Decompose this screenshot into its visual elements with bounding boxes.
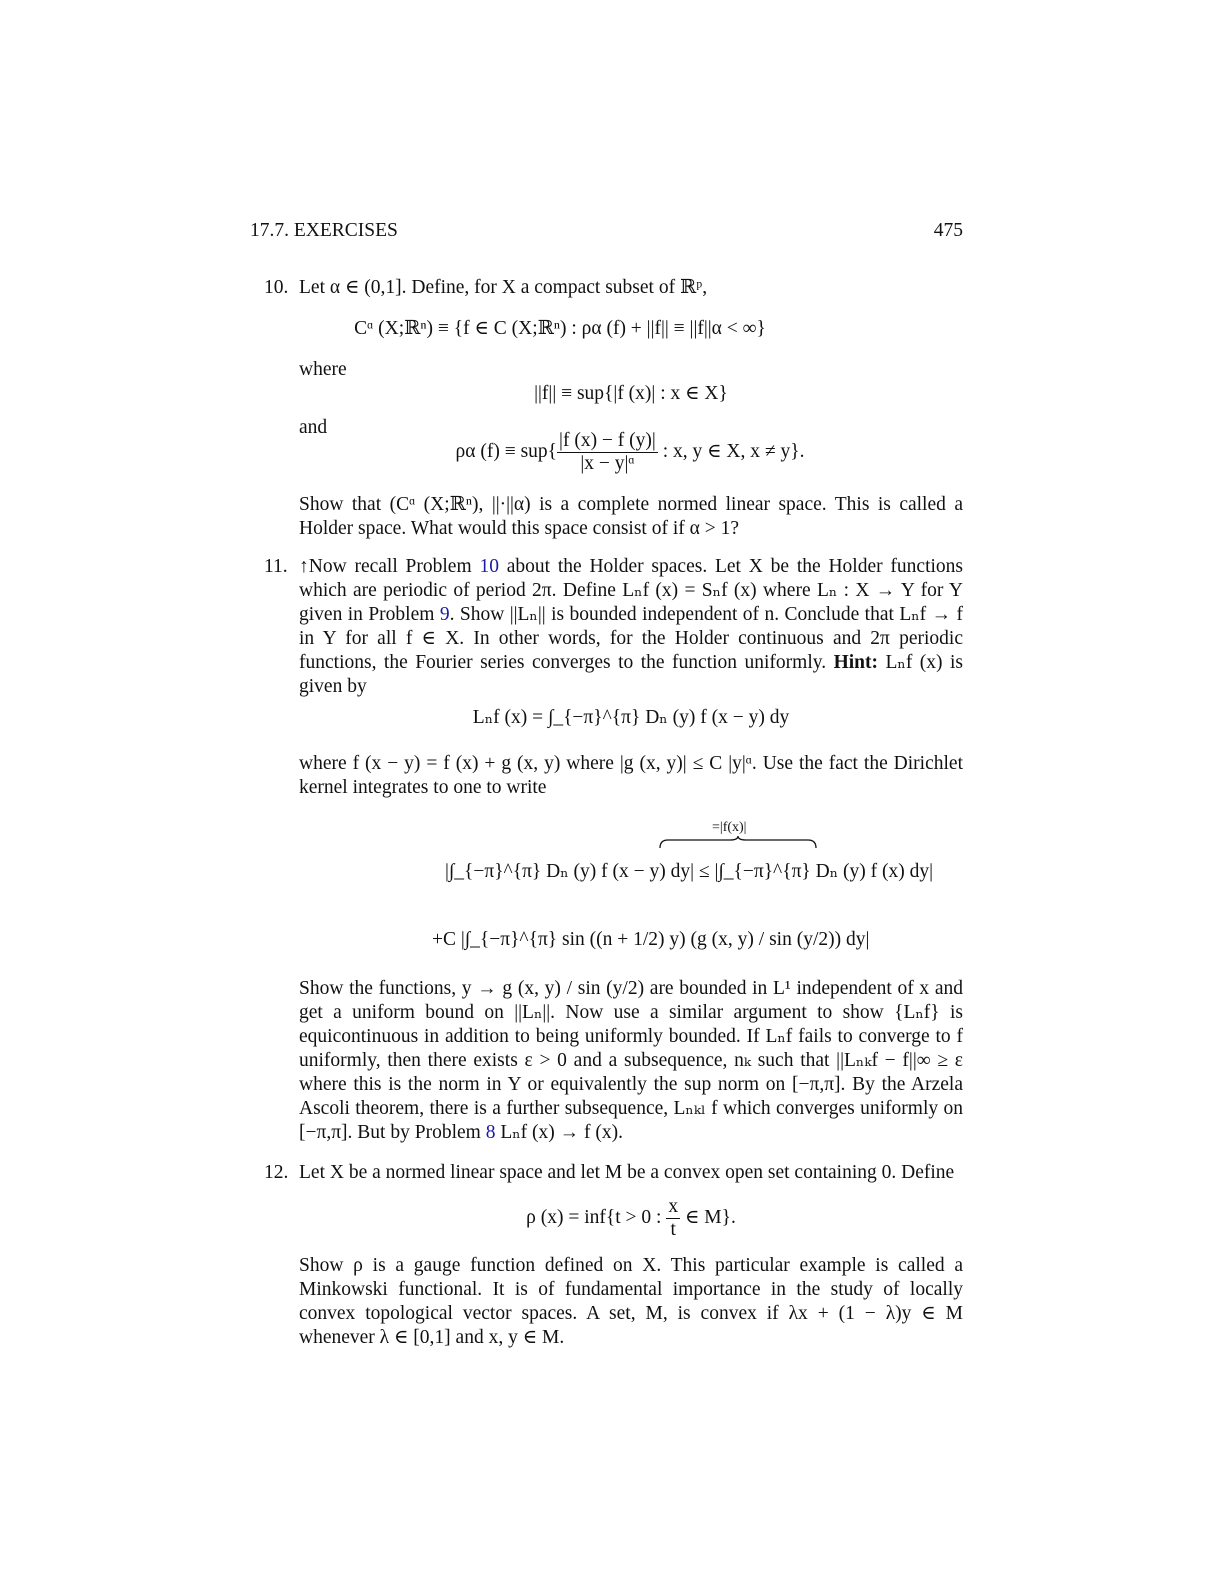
- problem-11-text-e: where f (x − y) = f (x) + g (x, y) where |g (x, y)| ≤ C |y|ᵅ. Use the fact the Dirichlet kernel integrates to one to write: [299, 753, 963, 798]
- problem-10-eq-sup-norm: ||f|| ≡ sup{|f (x)| : x ∈ X}: [534, 383, 728, 404]
- p11-text-a: ↑Now recall Problem: [299, 556, 480, 577]
- problem-10-intro: Let α ∈ (0,1]. Define, for X a compact subset of ℝᵖ,: [299, 277, 708, 298]
- problem-10-where: where: [299, 359, 347, 380]
- problem-10-text: Show that (Cᵅ (X;ℝⁿ), ||·||α) is a complete normed linear space. This is called a Holder space. What would this space consist of if α > 1?: [299, 494, 963, 539]
- page-number: 475: [933, 220, 963, 241]
- eq-rho-numerator: |f (x) − f (y)|: [559, 430, 656, 451]
- p11-text-g: Lₙf (x) → f (x).: [495, 1122, 623, 1143]
- eq2-right: |∫_{−π}^{π} Dₙ (y) f (x) dy|: [714, 861, 934, 882]
- p11-text-f: Show the functions, y → g (x, y) / sin (y/2) are bounded in L¹ independent of x and get a uniform bound on ||Lₙ||. Now use a similar argument to show {Lₙf} is equicontinuous in addition to being uniformly bounded. If Lₙf fails to converge to f uniformly, then there exists ε > 0 and a subsequence, nₖ such that ||Lₙₖf − f||∞ ≥ ε where this is the norm in Y or equivalently the sup norm on [−π,π]. By the Arzela Ascoli theorem, there is a further subsequence, Lₙₖₗ f which converges uniformly on [−π,π]. But by Problem: [299, 978, 963, 1143]
- eq2-left: |∫_{−π}^{π} Dₙ (y) f (x − y) dy| ≤: [445, 861, 710, 882]
- problem-11-eq-inequality: [445, 860, 933, 884]
- problem-10-eq-rho: [330, 430, 930, 475]
- problem-11-number: 11.: [264, 556, 288, 577]
- p11-text-d: Lₙf (x) is given by: [299, 652, 963, 697]
- problem-9-link[interactable]: 9: [439, 604, 450, 625]
- hint-label: Hint:: [833, 652, 878, 673]
- problem-12-intro: Let X be a normed linear space and let M be a convex open set containing 0. Define: [299, 1162, 955, 1183]
- problem-10-number: 10.: [264, 277, 289, 298]
- problem-11-eq-Ln: Lₙf (x) = ∫_{−π}^{π} Dₙ (y) f (x − y) dy: [472, 707, 790, 728]
- p11-text-c: . Show ||Lₙ|| is bounded independent of n. Conclude that Lₙf → f in Y for all f ∈ X. In other words, for the Holder continuous and 2π periodic functions, the Fourier series converges to the function uniformly.: [299, 604, 963, 673]
- eq-rho-denominator: |x − y|ᵅ: [580, 453, 635, 474]
- problem-12-text: Show ρ is a gauge function defined on X. This particular example is called a Minkowski functional. It is of fundamental importance in the study of locally convex topological vector spaces. A set, M, is convex if λx + (1 − λ)y ∈ M whenever λ ∈ [0,1] and x, y ∈ M.: [299, 1255, 963, 1348]
- problem-10-eq-holder-space: Cᵅ (X;ℝⁿ) ≡ {f ∈ C (X;ℝⁿ) : ρα (f) + ||f|| ≡ ||f||α < ∞}: [354, 318, 766, 339]
- eq-minkowski-numerator: x: [668, 1196, 679, 1217]
- eq-minkowski-fraction: [666, 1196, 680, 1241]
- section-title: 17.7. EXERCISES: [250, 220, 398, 241]
- p11-text-b: about the Holder spaces. Let X be the Holder functions which are periodic of period 2π. Define Lₙf (x) = Sₙf (x) where Lₙ : X → Y for Y given in Problem: [299, 556, 963, 625]
- eq-minkowski-right: ∈ M}.: [684, 1206, 736, 1228]
- problem-12-number: 12.: [264, 1162, 289, 1183]
- problem-10-and: and: [299, 417, 328, 438]
- problem-11-text: [299, 555, 963, 699]
- eq-rho-right: : x, y ∈ X, x ≠ y}.: [662, 440, 805, 462]
- running-header: [250, 219, 963, 243]
- overbrace: [658, 836, 818, 850]
- eq-minkowski-denominator: t: [670, 1219, 676, 1240]
- problem-8-link[interactable]: 8: [485, 1122, 496, 1143]
- problem-12-eq-minkowski: [299, 1196, 963, 1241]
- problem-10-link[interactable]: 10: [479, 556, 499, 577]
- problem-11-text-f: [299, 977, 963, 1145]
- eq-rho-fraction: [557, 430, 658, 475]
- eq-rho-left: ρα (f) ≡ sup{: [455, 440, 558, 462]
- eq-minkowski-left: ρ (x) = inf{t > 0 :: [526, 1206, 662, 1228]
- problem-11-eq-remainder: +C |∫_{−π}^{π} sin ((n + 1/2) y) (g (x, y) / sin (y/2)) dy|: [432, 929, 870, 950]
- brace-label: =|f(x)|: [712, 820, 747, 835]
